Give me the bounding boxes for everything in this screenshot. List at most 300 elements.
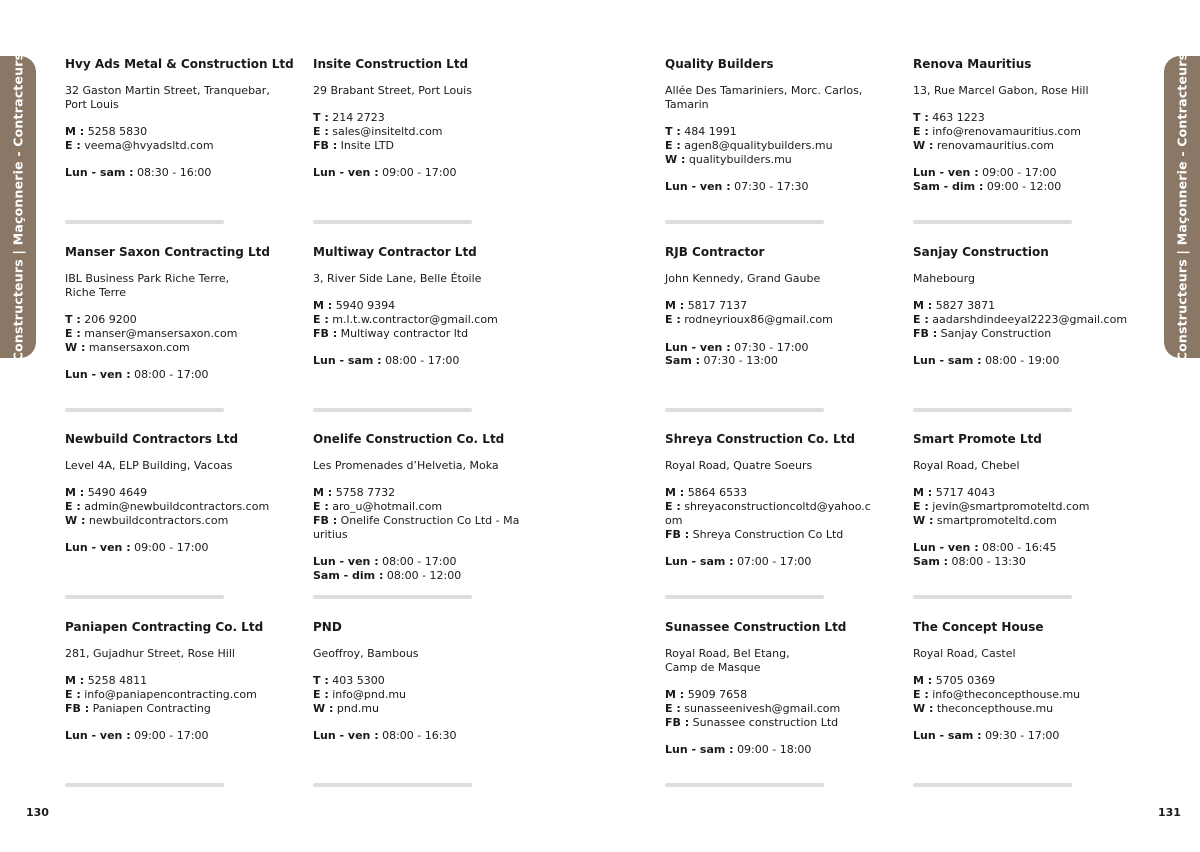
contact-label: E : xyxy=(665,313,681,327)
company-contacts xyxy=(65,674,257,715)
address-line: IBL Business Park Riche Terre, xyxy=(65,272,230,285)
contact-label: W : xyxy=(665,152,686,166)
hours-line xyxy=(913,180,1061,194)
company-card xyxy=(313,620,535,792)
company-contacts xyxy=(313,674,406,715)
contact-label: E : xyxy=(913,688,929,702)
contact-line xyxy=(65,125,214,139)
phone-number: 214 2723 xyxy=(332,111,385,125)
company-address xyxy=(913,84,1089,98)
contact-label: E : xyxy=(665,500,681,514)
contact-line xyxy=(313,139,443,153)
facebook-link[interactable]: Paniapen Contracting xyxy=(92,701,211,715)
website-link[interactable]: theconcepthouse.mu xyxy=(936,701,1054,715)
hours-days: Lun - ven : xyxy=(313,554,379,568)
company-name: Insite Construction Ltd xyxy=(313,57,469,71)
hours-time: 08:00 - 19:00 xyxy=(985,354,1060,368)
company-name: Shreya Construction Co. Ltd xyxy=(665,432,855,446)
contact-label: W : xyxy=(313,701,334,715)
hours-days: Lun - sam : xyxy=(913,354,982,368)
company-contacts xyxy=(913,111,1081,152)
card-divider xyxy=(65,783,224,787)
opening-hours xyxy=(665,180,808,194)
company-card xyxy=(913,432,1135,604)
company-name: Onelife Construction Co. Ltd xyxy=(313,432,505,446)
phone-number: 5864 6533 xyxy=(687,486,748,500)
contact-line xyxy=(665,688,840,702)
company-name: Sanjay Construction xyxy=(913,245,1049,259)
facebook-link[interactable]: Onelife Construction Co Ltd - Mauritius xyxy=(313,513,520,541)
contact-label: M : xyxy=(913,299,933,313)
address-line: Allée Des Tamariniers, Morc. Carlos, xyxy=(665,84,863,97)
email-link[interactable]: sales@insiteltd.com xyxy=(332,125,443,139)
opening-hours xyxy=(65,541,208,555)
section-tab-right xyxy=(1164,52,1200,362)
address-line: Port Louis xyxy=(65,97,119,111)
contact-line xyxy=(665,500,877,527)
hours-time: 08:00 - 13:30 xyxy=(951,554,1026,568)
hours-time: 09:00 - 18:00 xyxy=(737,742,812,756)
hours-days: Lun - ven : xyxy=(665,179,731,193)
contact-label: W : xyxy=(913,138,934,152)
contact-label: E : xyxy=(65,138,81,152)
card-divider xyxy=(913,220,1072,224)
hours-days: Lun - ven : xyxy=(313,166,379,180)
address-line: 281, Gujadhur Street, Rose Hill xyxy=(65,647,235,660)
address-line: Royal Road, Bel Etang, xyxy=(665,647,790,660)
hours-time: 08:00 - 17:00 xyxy=(382,554,457,568)
hours-line xyxy=(65,368,208,382)
hours-days: Lun - ven : xyxy=(65,729,131,743)
website-link[interactable]: pnd.mu xyxy=(336,701,379,715)
opening-hours xyxy=(913,541,1056,568)
phone-number: 5827 3871 xyxy=(935,299,996,313)
contact-label: T : xyxy=(913,111,929,125)
email-link[interactable]: info@theconcepthouse.mu xyxy=(932,688,1081,702)
contact-label: M : xyxy=(913,486,933,500)
hours-line xyxy=(913,541,1056,555)
hours-days: Lun - ven : xyxy=(665,340,731,354)
contact-line xyxy=(913,514,1090,528)
contact-line xyxy=(313,313,498,327)
website-link[interactable]: newbuildcontractors.com xyxy=(88,513,229,527)
opening-hours xyxy=(665,341,808,368)
contact-label: M : xyxy=(313,486,333,500)
section-tab-label: Constructeurs | Maçonnerie - Contracteurs xyxy=(10,52,26,362)
hours-line xyxy=(313,569,461,583)
phone-number: 484 1991 xyxy=(684,125,737,139)
contact-label: W : xyxy=(913,513,934,527)
hours-days: Lun - sam : xyxy=(665,554,734,568)
contact-line xyxy=(913,688,1080,702)
company-address xyxy=(665,272,820,286)
hours-time: 09:00 - 17:00 xyxy=(382,166,457,180)
company-name: Smart Promote Ltd xyxy=(913,432,1042,446)
opening-hours xyxy=(65,368,208,382)
company-card xyxy=(313,432,535,604)
company-address xyxy=(313,272,481,286)
address-line: Tamarin xyxy=(665,97,709,111)
address-line: Royal Road, Chebel xyxy=(913,459,1020,472)
company-contacts xyxy=(665,299,833,326)
contact-label: E : xyxy=(65,688,81,702)
address-line: Camp de Masque xyxy=(665,660,761,674)
contact-label: FB : xyxy=(313,138,338,152)
email-link[interactable]: aadarshdindeeyal2223@gmail.com xyxy=(932,313,1128,327)
phone-number: 403 5300 xyxy=(332,674,385,688)
contact-label: M : xyxy=(65,125,85,139)
email-link[interactable]: manser@mansersaxon.com xyxy=(84,326,238,340)
card-divider xyxy=(665,408,824,412)
company-contacts xyxy=(313,299,498,340)
card-divider xyxy=(65,595,224,599)
contact-label: E : xyxy=(65,500,81,514)
company-contacts xyxy=(665,688,840,729)
contact-label: FB : xyxy=(313,326,338,340)
opening-hours xyxy=(313,354,459,368)
address-line: Riche Terre xyxy=(65,285,126,299)
company-address xyxy=(313,459,499,473)
phone-number: 5758 7732 xyxy=(335,486,396,500)
email-link[interactable]: info@paniapencontracting.com xyxy=(84,688,257,702)
contact-label: E : xyxy=(913,313,929,327)
contact-label: M : xyxy=(913,674,933,688)
phone-number: 5258 4811 xyxy=(87,674,148,688)
hours-line xyxy=(313,555,461,569)
email-link[interactable]: veema@hvyadsltd.com xyxy=(84,138,214,152)
phone-number: 5940 9394 xyxy=(335,299,396,313)
opening-hours xyxy=(65,166,211,180)
contact-line xyxy=(65,674,257,688)
hours-time: 07:00 - 17:00 xyxy=(737,554,812,568)
company-card xyxy=(665,432,887,604)
contact-label: M : xyxy=(65,486,85,500)
hours-days: Lun - sam : xyxy=(665,742,734,756)
hours-line xyxy=(65,541,208,555)
company-card xyxy=(65,620,287,792)
hours-days: Sam - dim : xyxy=(913,179,984,193)
contact-label: FB : xyxy=(665,527,690,541)
contact-line xyxy=(313,327,498,341)
contact-label: FB : xyxy=(313,513,338,527)
card-divider xyxy=(665,595,824,599)
company-contacts xyxy=(313,111,443,152)
website-link[interactable]: qualitybuilders.mu xyxy=(688,152,792,166)
email-link[interactable]: rodneyrioux86@gmail.com xyxy=(684,313,833,327)
hours-time: 08:00 - 12:00 xyxy=(386,568,462,582)
hours-days: Lun - ven : xyxy=(913,166,979,180)
company-address xyxy=(913,459,1020,473)
hours-time: 08:00 - 17:00 xyxy=(385,354,460,368)
hours-line xyxy=(65,166,211,180)
company-address xyxy=(65,459,233,473)
company-address xyxy=(665,647,790,674)
contact-label: E : xyxy=(913,500,929,514)
hours-line xyxy=(665,555,811,569)
contact-line xyxy=(313,702,406,716)
hours-days: Lun - ven : xyxy=(65,541,131,555)
company-contacts xyxy=(65,313,237,354)
contact-label: T : xyxy=(665,125,681,139)
hours-days: Sam : xyxy=(913,554,949,568)
hours-days: Lun - ven : xyxy=(65,367,131,381)
company-card xyxy=(65,245,287,417)
contact-line xyxy=(65,688,257,702)
card-divider xyxy=(313,408,472,412)
card-divider xyxy=(913,783,1072,787)
hours-time: 08:00 - 16:30 xyxy=(382,729,457,743)
contact-line xyxy=(665,486,877,500)
contact-line xyxy=(65,327,237,341)
company-card xyxy=(65,57,294,229)
company-name: Sunassee Construction Ltd xyxy=(665,620,847,634)
contact-line xyxy=(665,528,877,542)
section-tab-left xyxy=(0,52,36,362)
contact-line xyxy=(65,313,237,327)
contact-line xyxy=(665,299,833,313)
hours-time: 09:00 - 17:00 xyxy=(982,166,1057,180)
company-address xyxy=(913,647,1016,661)
contact-line xyxy=(665,139,833,153)
hours-time: 09:00 - 17:00 xyxy=(134,729,209,743)
phone-number: 5717 4043 xyxy=(935,486,996,500)
company-card xyxy=(913,245,1135,417)
company-address xyxy=(65,272,229,299)
hours-days: Sam - dim : xyxy=(313,568,384,582)
hours-days: Lun - ven : xyxy=(913,541,979,555)
opening-hours xyxy=(313,729,456,743)
hours-time: 07:30 - 13:00 xyxy=(703,354,778,368)
contact-label: FB : xyxy=(665,715,690,729)
contact-label: E : xyxy=(313,313,329,327)
contact-line xyxy=(65,514,269,528)
company-address xyxy=(65,84,270,111)
contact-line xyxy=(913,486,1090,500)
company-address xyxy=(313,647,419,661)
contact-line xyxy=(913,111,1081,125)
contact-line xyxy=(665,702,840,716)
contact-line xyxy=(913,125,1081,139)
hours-line xyxy=(65,729,208,743)
card-divider xyxy=(913,408,1072,412)
phone-number: 5490 4649 xyxy=(87,486,148,500)
company-contacts xyxy=(913,674,1080,715)
email-link[interactable]: info@renovamauritius.com xyxy=(932,125,1081,139)
section-tab-label: Constructeurs | Maçonnerie - Contracteurs xyxy=(1174,52,1190,362)
hours-time: 07:30 - 17:00 xyxy=(734,340,809,354)
address-line: 32 Gaston Martin Street, Tranquebar, xyxy=(65,84,270,97)
company-card xyxy=(665,245,887,417)
phone-number: 5817 7137 xyxy=(687,299,748,313)
company-address xyxy=(665,459,812,473)
hours-line xyxy=(313,354,459,368)
contact-line xyxy=(65,139,214,153)
company-card xyxy=(313,57,535,229)
company-name: Paniapen Contracting Co. Ltd xyxy=(65,620,264,634)
hours-line xyxy=(665,743,811,757)
email-link[interactable]: jevin@smartpromoteltd.com xyxy=(932,500,1090,514)
contact-label: W : xyxy=(913,701,934,715)
hours-time: 09:00 - 17:00 xyxy=(134,541,209,555)
address-line: Royal Road, Castel xyxy=(913,647,1016,660)
phone-number: 206 9200 xyxy=(84,313,137,327)
address-line: Geoffroy, Bambous xyxy=(313,647,419,660)
facebook-link[interactable]: Sanjay Construction xyxy=(940,326,1052,340)
opening-hours xyxy=(665,555,811,569)
contact-line xyxy=(313,500,525,514)
hours-time: 09:00 - 12:00 xyxy=(986,179,1062,193)
contact-line xyxy=(65,341,237,355)
contact-label: T : xyxy=(313,111,329,125)
facebook-link[interactable]: Multiway contractor ltd xyxy=(340,326,469,340)
page-number-left: 130 xyxy=(26,806,49,819)
hours-line xyxy=(665,354,808,368)
email-link[interactable]: agen8@qualitybuilders.mu xyxy=(684,138,833,152)
email-link[interactable]: aro_u@hotmail.com xyxy=(332,500,443,514)
contact-line xyxy=(313,514,525,541)
email-link[interactable]: sunasseenivesh@gmail.com xyxy=(684,701,841,715)
card-divider xyxy=(313,220,472,224)
facebook-link[interactable]: Sunassee construction Ltd xyxy=(692,715,839,729)
contact-line xyxy=(913,139,1081,153)
address-line: Mahebourg xyxy=(913,272,975,285)
contact-line xyxy=(665,153,833,167)
contact-line xyxy=(313,674,406,688)
website-link[interactable]: renovamauritius.com xyxy=(936,138,1054,152)
company-name: The Concept House xyxy=(913,620,1044,634)
email-link[interactable]: m.l.t.w.contractor@gmail.com xyxy=(332,313,498,327)
address-line: Les Promenades d’Helvetia, Moka xyxy=(313,459,499,472)
card-divider xyxy=(913,595,1072,599)
company-name: Renova Mauritius xyxy=(913,57,1032,71)
contact-line xyxy=(313,125,443,139)
hours-time: 08:00 - 17:00 xyxy=(134,367,209,381)
company-card xyxy=(665,57,887,229)
contact-line xyxy=(913,313,1127,327)
card-divider xyxy=(665,783,824,787)
company-contacts xyxy=(665,125,833,166)
card-divider xyxy=(313,595,472,599)
opening-hours xyxy=(665,743,811,757)
contact-line xyxy=(313,111,443,125)
company-name: PND xyxy=(313,620,342,634)
hours-days: Lun - sam : xyxy=(65,166,134,180)
contact-line xyxy=(913,674,1080,688)
hours-line xyxy=(665,180,808,194)
hours-time: 08:30 - 16:00 xyxy=(137,166,212,180)
hours-line xyxy=(665,341,808,355)
contact-label: W : xyxy=(65,340,86,354)
contact-label: FB : xyxy=(913,326,938,340)
contact-label: W : xyxy=(65,513,86,527)
contact-label: M : xyxy=(665,688,685,702)
company-name: Manser Saxon Contracting Ltd xyxy=(65,245,270,259)
facebook-link[interactable]: Shreya Construction Co Ltd xyxy=(692,527,844,541)
contact-label: M : xyxy=(313,299,333,313)
hours-days: Lun - ven : xyxy=(313,729,379,743)
phone-number: 5909 7658 xyxy=(687,688,748,702)
email-link[interactable]: shreyaconstructioncoltd@yahoo.com xyxy=(665,500,871,527)
company-card xyxy=(913,620,1135,792)
opening-hours xyxy=(313,166,456,180)
company-name: Newbuild Contractors Ltd xyxy=(65,432,239,446)
hours-line xyxy=(913,354,1059,368)
page-number-right: 131 xyxy=(1158,806,1181,819)
phone-number: 463 1223 xyxy=(932,111,985,125)
contact-label: M : xyxy=(65,674,85,688)
contact-label: E : xyxy=(913,125,929,139)
email-link[interactable]: info@pnd.mu xyxy=(332,688,407,702)
contact-label: E : xyxy=(313,125,329,139)
email-link[interactable]: admin@newbuildcontractors.com xyxy=(84,500,270,514)
company-name: Multiway Contractor Ltd xyxy=(313,245,477,259)
address-line: 13, Rue Marcel Gabon, Rose Hill xyxy=(913,84,1089,97)
contact-label: T : xyxy=(65,313,81,327)
contact-label: E : xyxy=(65,326,81,340)
company-address xyxy=(665,84,862,111)
hours-time: 09:30 - 17:00 xyxy=(985,729,1060,743)
contact-label: E : xyxy=(665,138,681,152)
hours-time: 07:30 - 17:30 xyxy=(734,179,809,193)
address-line: Level 4A, ELP Building, Vacoas xyxy=(65,459,233,472)
hours-days: Sam : xyxy=(665,354,701,368)
contact-label: FB : xyxy=(65,701,90,715)
company-card xyxy=(665,620,887,792)
contact-line xyxy=(913,702,1080,716)
contact-label: E : xyxy=(665,701,681,715)
company-name: Hvy Ads Metal & Construction Ltd xyxy=(65,57,294,71)
opening-hours xyxy=(313,555,461,582)
facebook-link[interactable]: Insite LTD xyxy=(340,138,395,152)
company-contacts xyxy=(313,486,525,541)
company-address xyxy=(313,84,472,98)
company-name: RJB Contractor xyxy=(665,245,765,259)
contact-line xyxy=(913,299,1127,313)
contact-line xyxy=(313,299,498,313)
card-divider xyxy=(65,220,224,224)
address-line: Royal Road, Quatre Soeurs xyxy=(665,459,813,472)
opening-hours xyxy=(65,729,208,743)
hours-line xyxy=(913,555,1056,569)
card-divider xyxy=(665,220,824,224)
opening-hours xyxy=(913,166,1061,193)
phone-number: 5258 5830 xyxy=(87,125,148,139)
phone-number: 5705 0369 xyxy=(935,674,996,688)
contact-line xyxy=(665,313,833,327)
contact-line xyxy=(65,486,269,500)
company-contacts xyxy=(65,125,214,152)
company-contacts xyxy=(913,299,1127,340)
company-contacts xyxy=(913,486,1090,527)
contact-line xyxy=(65,500,269,514)
website-link[interactable]: mansersaxon.com xyxy=(88,340,190,354)
hours-time: 08:00 - 16:45 xyxy=(982,541,1057,555)
company-card xyxy=(913,57,1135,229)
card-divider xyxy=(313,783,472,787)
opening-hours xyxy=(913,729,1059,743)
hours-line xyxy=(313,729,456,743)
contact-line xyxy=(313,486,525,500)
contact-line xyxy=(913,500,1090,514)
company-card xyxy=(65,432,287,604)
contact-label: E : xyxy=(313,688,329,702)
website-link[interactable]: smartpromoteltd.com xyxy=(936,513,1057,527)
company-contacts xyxy=(65,486,269,527)
contact-label: M : xyxy=(665,486,685,500)
contact-line xyxy=(65,702,257,716)
address-line: 29 Brabant Street, Port Louis xyxy=(313,84,472,97)
contact-label: M : xyxy=(665,299,685,313)
